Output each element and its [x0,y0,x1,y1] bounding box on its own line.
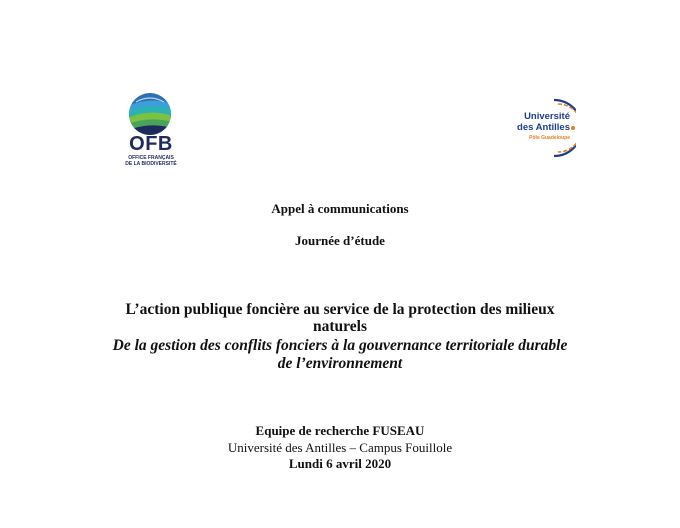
universite-antilles-logo [498,98,578,158]
subtitle-line1: De la gestion des conflits fonciers à la gouvernance territoriale durable [112,337,568,354]
call-for-papers-heading: Appel à communications [271,201,409,216]
title-line2: naturels [313,318,367,335]
ua-line3: Pôle Guadeloupe [529,135,570,141]
event-date: Lundi 6 avril 2020 [288,456,392,471]
ofb-emblem-icon [128,92,172,136]
ofb-subtitle-line1: OFFICE FRANÇAIS [128,155,174,161]
ofb-subtitle-line2: DE LA BIODIVERSITÉ [125,161,177,167]
ofb-logo [116,92,186,168]
ofb-subtitle [116,155,186,167]
research-team: Equipe de recherche FUSEAU [255,423,425,438]
event-type-heading: Journée d’étude [295,233,385,248]
ofb-wordmark: OFB [129,133,173,155]
title-line1: L’action publique foncière au service de la protection des milieux [125,301,555,318]
ua-line2: des Antilles [517,122,570,133]
subtitle-line2: de l’environnement [277,355,403,372]
ua-line1: Université [524,111,570,122]
location: Université des Antilles – Campus Fouillole [227,440,453,455]
